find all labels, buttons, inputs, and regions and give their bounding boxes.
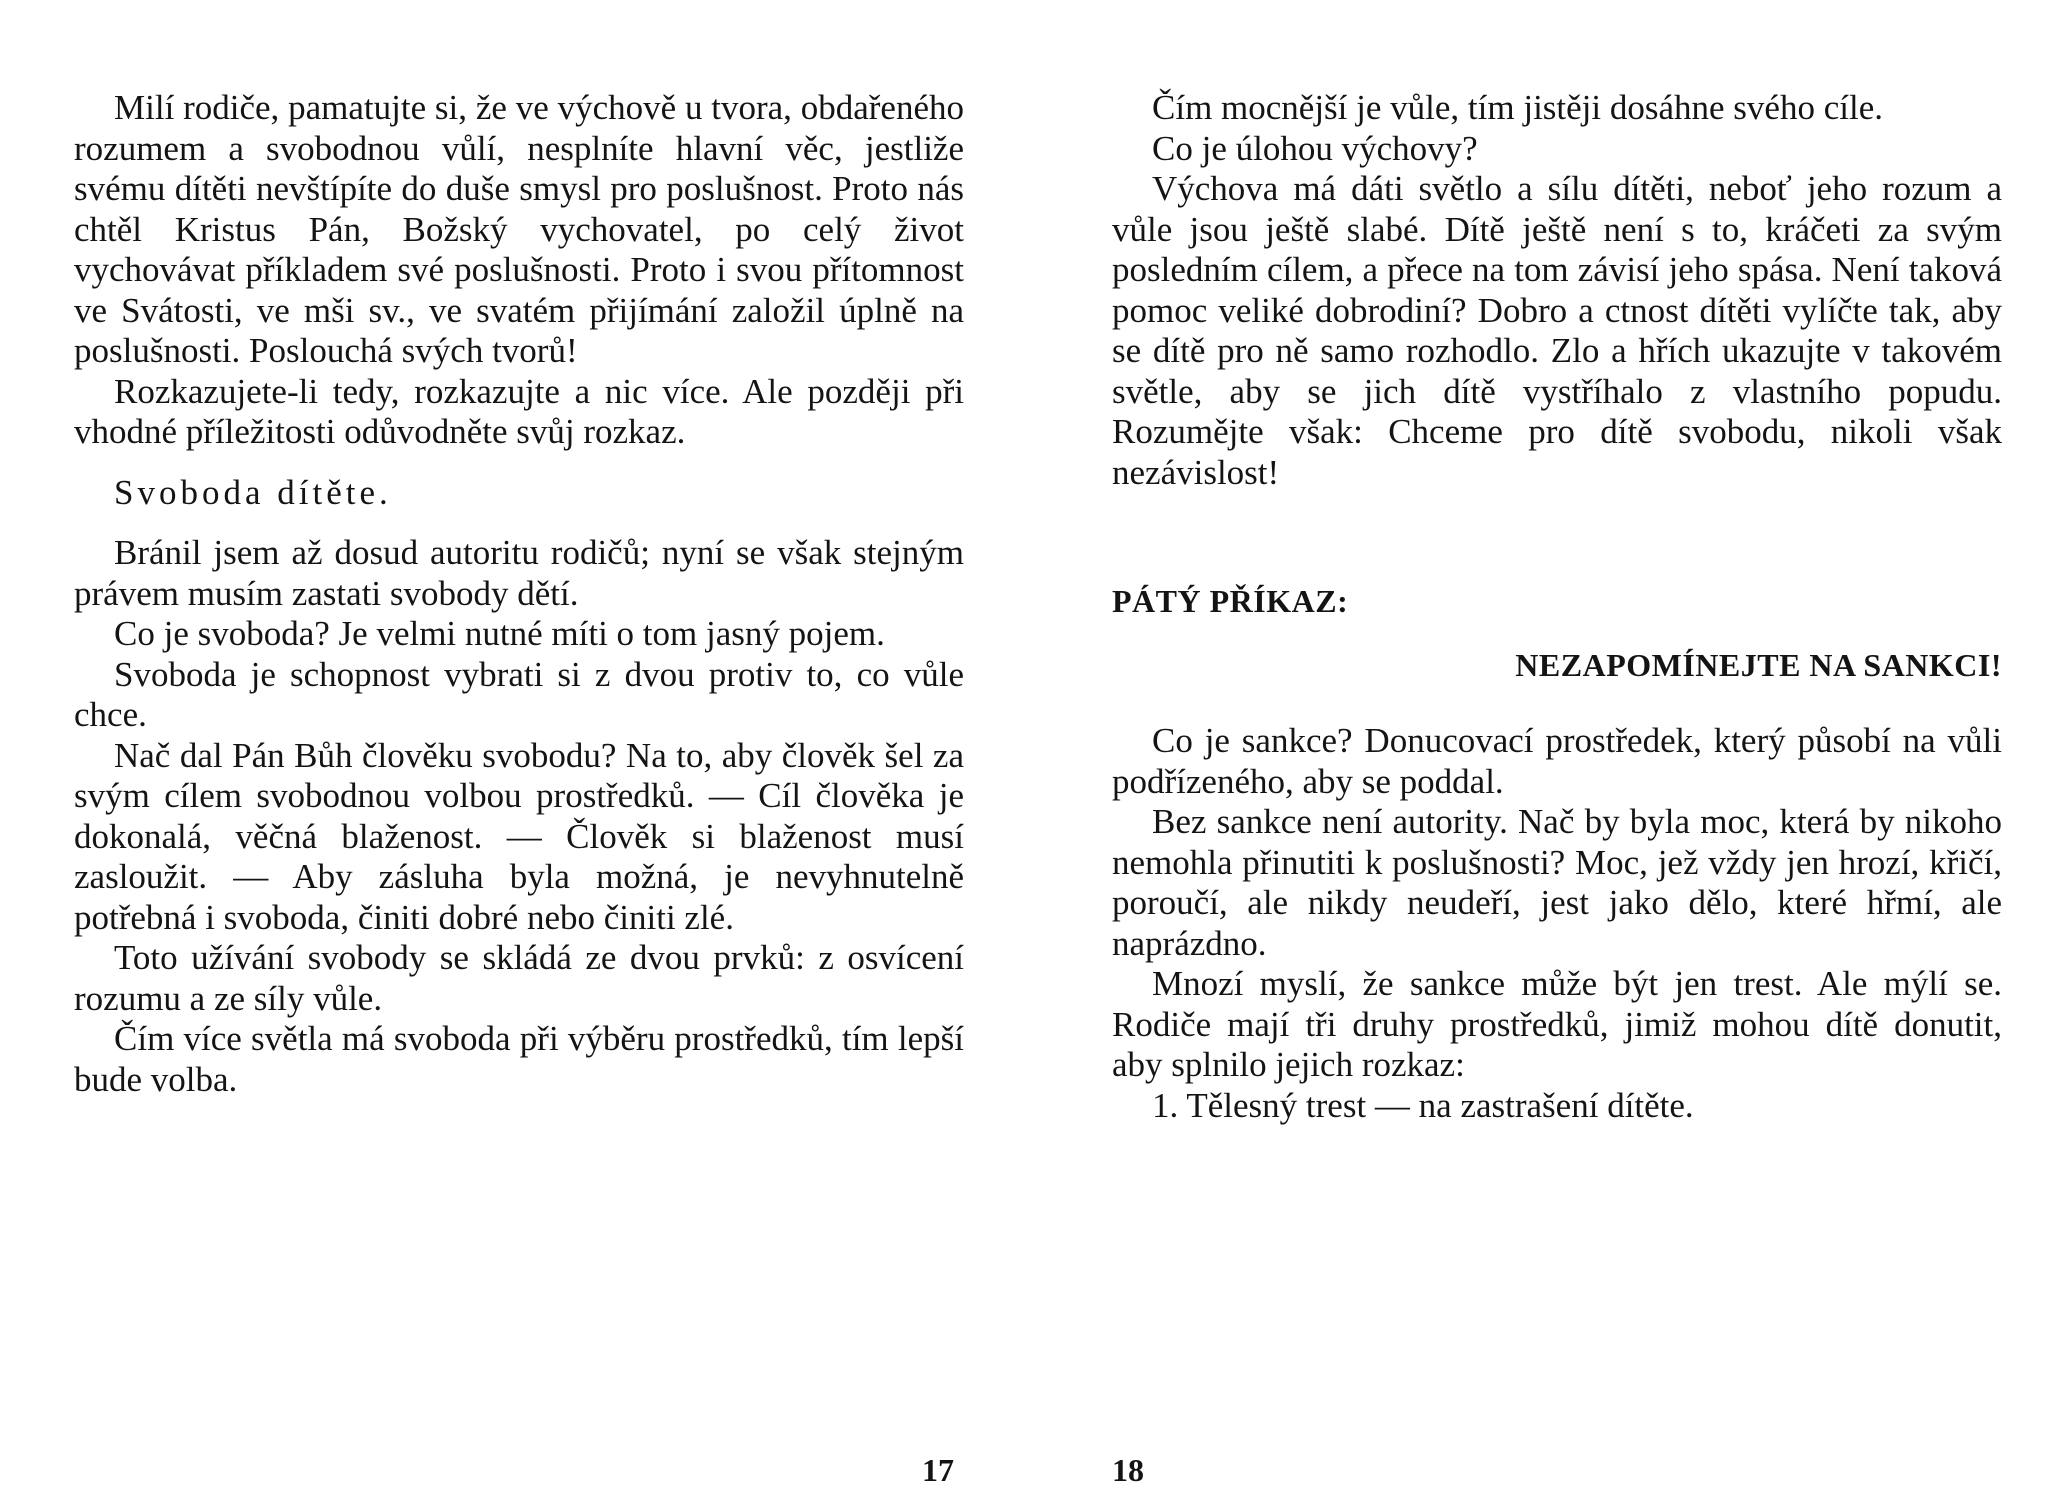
paragraph: Co je úlohou výchovy? xyxy=(1152,128,1478,168)
list-item: 1. Tělesný trest — na zastrašení dítěte. xyxy=(1152,1085,1694,1125)
left-page-text xyxy=(74,88,964,1100)
paragraph: Výchova má dáti světlo a sílu dítěti, neboť jeho rozum a vůle jsou ještě slabé. Dítě ještě není s to, kráčeti za svým posledním cílem, a přece na tom závisí jeho spása. Není taková pomoc veliké dobrodiní? Dobro a ctnost dítěti vylíčte tak, aby se dítě pro ně samo rozhodlo. Zlo a hřích ukazujte v takovém světle, aby se jich dítě vystříhalo z vlastního popudu. Rozumějte však: Chceme pro dítě svobodu, nikoli však nezávislost! xyxy=(1112,169,2002,492)
chapter-heading: PÁTÝ PŘÍKAZ: xyxy=(1112,583,1349,619)
paragraph: Bez sankce není autority. Nač by byla moc, která by nikoho nemohla přinutiti k poslušnosti? Moc, jež vždy jen hrozí, křičí, poroučí, ale nikdy neudeří, jest jako dělo, které hřmí, ale naprázdno. xyxy=(1112,802,2002,963)
paragraph: Bránil jsem až dosud autoritu rodičů; nyní se však stejným právem musím zastati svobody dětí. xyxy=(74,533,964,613)
paragraph: Co je svoboda? Je velmi nutné míti o tom jasný pojem. xyxy=(114,614,885,653)
right-page-text xyxy=(1112,88,2002,1126)
paragraph: Svoboda je schopnost vybrati si z dvou protiv to, co vůle chce. xyxy=(74,654,964,734)
page-number: 17 xyxy=(922,1452,954,1488)
paragraph: Čím mocnější je vůle, tím jistěji dosáhne svého cíle. xyxy=(1152,88,1883,127)
paragraph: Čím více světla má svoboda při výběru prostředků, tím lepší bude volba. xyxy=(74,1019,964,1099)
section-title: Svoboda dítěte. xyxy=(114,472,392,512)
right-page xyxy=(1112,0,2002,1500)
paragraph: Mnozí myslí, že sankce může být jen trest. Ale mýlí se. Rodiče mají tři druhy prostředků, jimiž mohou dítě donutit, aby splnilo jejich rozkaz: xyxy=(1112,964,2002,1084)
chapter-subheading: NEZAPOMÍNEJTE NA SANKCI! xyxy=(1515,647,2002,683)
page-number: 18 xyxy=(1112,1452,1144,1488)
paragraph: Co je sankce? Donucovací prostředek, který působí na vůli podřízeného, aby se poddal. xyxy=(1112,721,2002,801)
paragraph: Milí rodiče, pamatujte si, že ve výchově u tvora, obdařeného rozumem a svobodnou vůlí, nesplníte hlavní věc, jestliže svému dítěti nevštípíte do duše smysl pro poslušnost. Proto nás chtěl Kristus Pán, Božský vychovatel, po celý život vychovávat příkladem své poslušnosti. Proto i svou přítomnost ve Svátosti, ve mši sv., ve svatém přijímání založil úplně na poslušnosti. Poslouchá svých tvorů! xyxy=(74,88,964,370)
paragraph: Toto užívání svobody se skládá ze dvou prvků: z osvícení rozumu a ze síly vůle. xyxy=(74,938,964,1018)
left-page xyxy=(74,0,964,1500)
paragraph: Nač dal Pán Bůh člověku svobodu? Na to, aby člověk šel za svým cílem svobodnou volbou prostředků. — Cíl člověka je dokonalá, věčná blaženost. — Člověk si blaženost musí zasloužit. — Aby zásluha byla možná, je nevyhnutelně potřebná i svoboda, činiti dobré nebo činiti zlé. xyxy=(74,735,964,937)
paragraph: Rozkazujete-li tedy, rozkazujte a nic více. Ale později při vhodné příležitosti odůvodněte svůj rozkaz. xyxy=(74,371,964,451)
